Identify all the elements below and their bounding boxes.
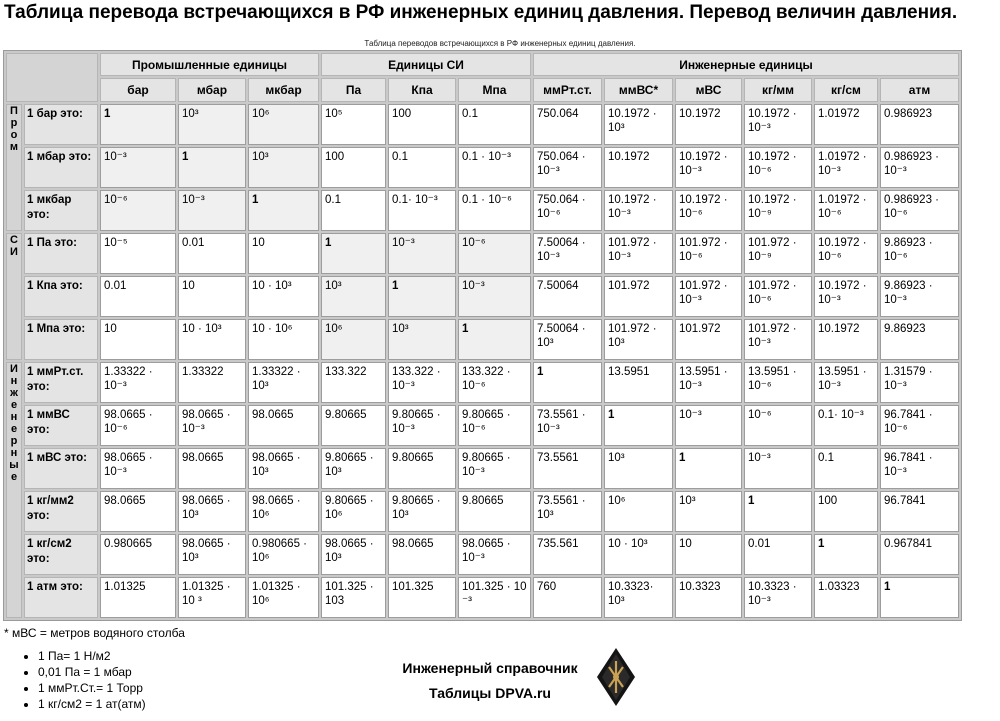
table-cell: 101.972 · 10⁻³ [604, 233, 673, 274]
table-cell: 1.01972 · 10⁻³ [814, 147, 878, 188]
table-cell: 9.80665 · 10³ [321, 448, 386, 489]
table-cell: 9.86923 · 10⁻³ [880, 276, 959, 317]
table-cell: 10⁻³ [675, 405, 742, 446]
table-row [6, 190, 959, 231]
unit-header: мбар [178, 78, 246, 102]
unit-header: кг/мм [744, 78, 812, 102]
table-cell: 10.1972 [604, 147, 673, 188]
table-cell: 1.33322 · 10⁻³ [100, 362, 176, 403]
table-cell: 10³ [604, 448, 673, 489]
unit-header: мВС [675, 78, 742, 102]
table-cell: 10.1972 [675, 104, 742, 145]
table-cell: 750.064 · 10⁻³ [533, 147, 602, 188]
row-group-char: ж [10, 387, 18, 399]
unit-header: кг/см [814, 78, 878, 102]
table-cell: 10.1972 · 10³ [604, 104, 673, 145]
table-cell: 750.064 · 10⁻⁶ [533, 190, 602, 231]
unit-header: Мпа [458, 78, 531, 102]
table-cell: 10.1972 · 10⁻³ [604, 190, 673, 231]
table-cell: 10.1972 · 10⁻⁶ [675, 190, 742, 231]
table-cell: 1 [178, 147, 246, 188]
table-cell: 1.31579 · 10⁻³ [880, 362, 959, 403]
unit-header: ммРт.ст. [533, 78, 602, 102]
table-cell: 101.325 · 10 ⁻³ [458, 577, 531, 618]
table-cell: 10⁻⁶ [458, 233, 531, 274]
row-group-char: е [10, 471, 18, 483]
row-label: 1 Мпа это: [24, 319, 98, 360]
row-group-char: м [9, 141, 19, 153]
table-cell: 0.1 [321, 190, 386, 231]
table-cell: 0.986923 · 10⁻⁶ [880, 190, 959, 231]
table-cell: 98.0665 · 10⁻⁶ [100, 405, 176, 446]
table-cell: 98.0665 · 10³ [178, 491, 246, 532]
table-cell: 10⁻³ [100, 147, 176, 188]
table-cell: 0.986923 · 10⁻³ [880, 147, 959, 188]
row-group-char: н [10, 447, 18, 459]
row-group-label [6, 362, 22, 618]
table-cell: 0.1· 10⁻³ [388, 190, 456, 231]
unit-header: атм [880, 78, 959, 102]
table-cell: 98.0665 [178, 448, 246, 489]
table-cell: 1 [604, 405, 673, 446]
table-cell: 0.986923 [880, 104, 959, 145]
row-label: 1 Кпа это: [24, 276, 98, 317]
table-cell: 1.33322 · 10³ [248, 362, 319, 403]
note-item: • 1 ммРт.Ст.= 1 Торр [38, 680, 146, 696]
table-cell: 9.80665 [388, 448, 456, 489]
table-cell: 10.1972 [814, 319, 878, 360]
table-cell: 1 [388, 276, 456, 317]
group-industrial: Промышленные единицы [100, 53, 319, 76]
table-cell: 10⁻⁶ [100, 190, 176, 231]
row-group-label [6, 104, 22, 231]
table-cell: 1.01325 · 10 ³ [178, 577, 246, 618]
table-row [6, 534, 959, 575]
table-cell: 10 [675, 534, 742, 575]
table-row [6, 147, 959, 188]
table-cell: 10 · 10³ [178, 319, 246, 360]
table-cell: 96.7841 · 10⁻⁶ [880, 405, 959, 446]
table-cell: 101.325 · 103 [321, 577, 386, 618]
row-group-char: н [10, 375, 18, 387]
row-group-label [6, 233, 22, 360]
table-cell: 1 [880, 577, 959, 618]
table-cell: 9.80665 · 10⁻⁶ [458, 405, 531, 446]
unit-header: бар [100, 78, 176, 102]
table-cell: 10⁻⁵ [100, 233, 176, 274]
unit-header: ммВС* [604, 78, 673, 102]
table-cell: 1.01972 · 10⁻⁶ [814, 190, 878, 231]
table-cell: 10 [248, 233, 319, 274]
table-row [6, 233, 959, 274]
table-cell: 73.5561 [533, 448, 602, 489]
table-cell: 0.980665 · 10⁶ [248, 534, 319, 575]
table-cell: 10⁻³ [458, 276, 531, 317]
row-group-char: е [10, 423, 18, 435]
note-item: • 1 Па= 1 Н/м2 [38, 648, 146, 664]
table-row [6, 276, 959, 317]
table-cell: 7.50064 · 10⁻³ [533, 233, 602, 274]
table-cell: 1 [248, 190, 319, 231]
row-group-char: И [10, 246, 18, 258]
table-cell: 10³ [388, 319, 456, 360]
table-cell: 10⁻³ [178, 190, 246, 231]
table-cell: 9.86923 [880, 319, 959, 360]
table-cell: 101.972 · 10⁻⁹ [744, 233, 812, 274]
table-cell: 10.1972 · 10⁻⁹ [744, 190, 812, 231]
table-cell: 101.972 · 10⁻³ [675, 276, 742, 317]
note-item: • 1 кг/см2 = 1 ат(атм) [38, 696, 146, 712]
table-cell: 1.03323 [814, 577, 878, 618]
row-group-char: П [10, 105, 18, 117]
dpva-logo-icon [595, 647, 637, 707]
table-cell: 100 [388, 104, 456, 145]
table-cell: 1.01325 [100, 577, 176, 618]
table-cell: 10.3323 [675, 577, 742, 618]
table-cell: 101.972 [675, 319, 742, 360]
unit-header: Кпа [388, 78, 456, 102]
table-cell: 10 [100, 319, 176, 360]
table-cell: 133.322 · 10⁻³ [388, 362, 456, 403]
row-group-char: р [10, 435, 18, 447]
table-body [6, 104, 959, 618]
table-cell: 101.325 [388, 577, 456, 618]
table-cell: 10.3323 · 10⁻³ [744, 577, 812, 618]
row-label: 1 кг/см2 это: [24, 534, 98, 575]
group-header-row [6, 53, 959, 76]
table-cell: 101.972 · 10⁻³ [744, 319, 812, 360]
table-cell: 98.0665 [248, 405, 319, 446]
table-cell: 73.5561 · 10³ [533, 491, 602, 532]
table-cell: 10.3323· 10³ [604, 577, 673, 618]
table-cell: 1.33322 [178, 362, 246, 403]
table-cell: 0.980665 [100, 534, 176, 575]
row-group-char: р [10, 117, 18, 129]
table-cell: 98.0665 · 10⁶ [248, 491, 319, 532]
table-cell: 10⁵ [321, 104, 386, 145]
unit-header: Па [321, 78, 386, 102]
row-label: 1 Па это: [24, 233, 98, 274]
table-cell: 0.1 · 10⁻³ [458, 147, 531, 188]
row-group-char: е [10, 399, 18, 411]
table-cell: 10³ [248, 147, 319, 188]
table-cell: 0.1 · 10⁻⁶ [458, 190, 531, 231]
table-cell: 0.1· 10⁻³ [814, 405, 878, 446]
table-cell: 10⁶ [321, 319, 386, 360]
table-cell: 10³ [321, 276, 386, 317]
note-item: • 0,01 Па = 1 мбар [38, 664, 146, 680]
table-cell: 101.972 · 10⁻⁶ [675, 233, 742, 274]
row-label: 1 мбар это: [24, 147, 98, 188]
table-cell: 1 [458, 319, 531, 360]
table-row [6, 577, 959, 618]
unit-header: мкбар [248, 78, 319, 102]
group-engineering: Инженерные единицы [533, 53, 959, 76]
table-cell: 10⁻⁶ [744, 405, 812, 446]
brand-line-2: Таблицы DPVA.ru [429, 685, 551, 701]
table-cell: 10 [178, 276, 246, 317]
row-group-char: н [10, 411, 18, 423]
table-cell: 10.1972 · 10⁻³ [675, 147, 742, 188]
row-group-char: о [10, 129, 18, 141]
table-row [6, 405, 959, 446]
table-cell: 100 [321, 147, 386, 188]
table-cell: 10⁻³ [744, 448, 812, 489]
table-row [6, 362, 959, 403]
table-cell: 10 · 10³ [604, 534, 673, 575]
table-cell: 9.80665 [321, 405, 386, 446]
table-cell: 10³ [178, 104, 246, 145]
table-cell: 9.80665 [458, 491, 531, 532]
table-cell: 750.064 [533, 104, 602, 145]
table-cell: 1 [675, 448, 742, 489]
table-cell: 98.0665 [100, 491, 176, 532]
table-cell: 101.972 · 10³ [604, 319, 673, 360]
table-cell: 13.5951 [604, 362, 673, 403]
table-cell: 13.5951 · 10⁻⁶ [744, 362, 812, 403]
table-cell: 101.972 · 10⁻⁶ [744, 276, 812, 317]
table-row [6, 491, 959, 532]
table-cell: 0.967841 [880, 534, 959, 575]
row-label: 1 ммРт.ст. это: [24, 362, 98, 403]
notes-list [12, 648, 146, 712]
table-cell: 9.80665 · 10³ [388, 491, 456, 532]
table-caption: Таблица переводов встречающихся в РФ инженерных единиц давления. [364, 39, 636, 48]
table-cell: 10.1972 · 10⁻⁶ [744, 147, 812, 188]
table-cell: 9.80665 · 10⁶ [321, 491, 386, 532]
table-cell: 10³ [675, 491, 742, 532]
table-cell: 100 [814, 491, 878, 532]
row-label: 1 ммВС это: [24, 405, 98, 446]
table-cell: 0.1 [814, 448, 878, 489]
table-cell: 1 [100, 104, 176, 145]
table-cell: 7.50064 [533, 276, 602, 317]
table-cell: 7.50064 · 10³ [533, 319, 602, 360]
table-cell: 10⁶ [604, 491, 673, 532]
table-cell: 1.01972 [814, 104, 878, 145]
table-cell: 96.7841 [880, 491, 959, 532]
table-cell: 9.80665 · 10⁻³ [458, 448, 531, 489]
corner-cell [6, 53, 98, 102]
table-cell: 10 · 10³ [248, 276, 319, 317]
table-cell: 13.5951 · 10⁻³ [814, 362, 878, 403]
table-cell: 10.1972 · 10⁻⁶ [814, 233, 878, 274]
table-cell: 98.0665 · 10³ [248, 448, 319, 489]
table-row [6, 104, 959, 145]
table-cell: 0.01 [100, 276, 176, 317]
table-cell: 10 · 10⁶ [248, 319, 319, 360]
table-cell: 98.0665 · 10⁻³ [458, 534, 531, 575]
row-group-char: ы [9, 459, 19, 471]
table-cell: 13.5951 · 10⁻³ [675, 362, 742, 403]
row-label: 1 кг/мм2 это: [24, 491, 98, 532]
table-cell: 10.1972 · 10⁻³ [744, 104, 812, 145]
table-cell: 1 [744, 491, 812, 532]
table-cell: 133.322 [321, 362, 386, 403]
table-cell: 10.1972 · 10⁻³ [814, 276, 878, 317]
table-cell: 98.0665 · 10³ [178, 534, 246, 575]
table-row [6, 448, 959, 489]
table-cell: 101.972 [604, 276, 673, 317]
table-cell: 98.0665 · 10⁻³ [178, 405, 246, 446]
brand-text [385, 656, 595, 706]
table-cell: 0.01 [744, 534, 812, 575]
table-cell: 0.01 [178, 233, 246, 274]
conversion-table [3, 50, 962, 621]
row-label: 1 атм это: [24, 577, 98, 618]
table-cell: 73.5561 · 10⁻³ [533, 405, 602, 446]
row-label: 1 мВС это: [24, 448, 98, 489]
table-cell: 0.1 [458, 104, 531, 145]
group-si: Единицы СИ [321, 53, 531, 76]
table-cell: 1 [533, 362, 602, 403]
table-cell: 1 [321, 233, 386, 274]
table-cell: 1 [814, 534, 878, 575]
brand-line-1: Инженерный справочник [402, 660, 578, 676]
table-cell: 98.0665 · 10⁻³ [100, 448, 176, 489]
row-label: 1 мкбар это: [24, 190, 98, 231]
table-cell: 9.86923 · 10⁻⁶ [880, 233, 959, 274]
page-title: Таблица перевода встречающихся в РФ инженерных единиц давления. Перевод величин давления. [4, 2, 958, 23]
table-row [6, 319, 959, 360]
unit-header-row [6, 78, 959, 102]
table-cell: 735.561 [533, 534, 602, 575]
table-cell: 0.1 [388, 147, 456, 188]
table-cell: 10⁶ [248, 104, 319, 145]
table-cell: 1.01325 · 10⁶ [248, 577, 319, 618]
row-label: 1 бар это: [24, 104, 98, 145]
table-cell: 760 [533, 577, 602, 618]
table-cell: 98.0665 · 10³ [321, 534, 386, 575]
row-group-char: И [10, 363, 18, 375]
row-group-char: С [10, 234, 18, 246]
table-cell: 133.322 · 10⁻⁶ [458, 362, 531, 403]
footnote: * мВС = метров водяного столба [4, 626, 185, 640]
table-cell: 9.80665 · 10⁻³ [388, 405, 456, 446]
table-cell: 10⁻³ [388, 233, 456, 274]
table-cell: 96.7841 · 10⁻³ [880, 448, 959, 489]
table-cell: 98.0665 [388, 534, 456, 575]
